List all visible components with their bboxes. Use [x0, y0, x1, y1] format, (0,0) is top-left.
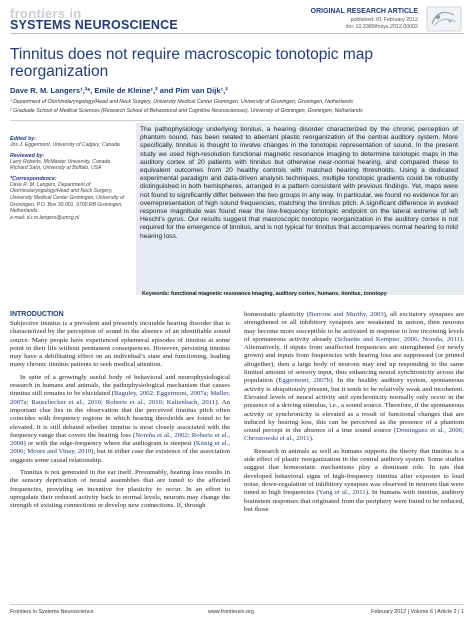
paragraph-5-text-a: Research in animals as well as humans supports the theory that tinnitus is a side effect of plastic reorganization in the central auditory system. Some studies suggest that homeostatic mechanisms play a dominant role. In rats that developed behavioral signs of high-frequency tinnitus after exposure to loud noise, down-regulation of inhibitory synapses was observed in neurons that were tuned to high frequencies (	[244, 447, 464, 497]
affiliation-1: ¹ Department of Otorhinolaryngology/Head and Neck Surgery, University Medical Center Groningen, University of Groningen, Groningen, Netherlands	[10, 99, 354, 105]
section-heading-introduction: INTRODUCTION	[10, 311, 64, 318]
citation-link[interactable]: König et al., 2006; Moore and Vinay, 2010	[10, 440, 230, 456]
citation-link[interactable]: Schaette and Kempter, 2006; Noreña, 2011	[337, 335, 461, 343]
edited-by-value: Jos J. Eggermont, University of Calgary, Canada	[10, 142, 120, 148]
paragraph-3: Tinnitus is not generated in the ear itself. Presumably, hearing loss results in the sensory deprivation of neural assemblies that are tuned to the affected frequencies, providing an incentive for plasticity to occur. In an effort to upregulate their reduced activity back to normal levels, neurons may change the strength of existing connections or develop new connections. If, through	[10, 469, 230, 510]
citation-link[interactable]: Noreña et al., 2002; Roberts et al., 2008	[10, 431, 230, 448]
doi[interactable]: doi: 10.3389/fnsys.2012.00002	[345, 24, 418, 30]
article-title: Tinnitus does not require macroscopic tonotopic map reorganization	[10, 46, 374, 80]
affiliation-2: ² Graduate School of Medical Sciences (Research School of Behavioural and Cognitive Neurosciences), University of Groningen, Groningen, Netherlands	[10, 108, 363, 114]
paragraph-4-text-a: homeostatic plasticity (	[244, 311, 309, 318]
footer-issue-info: February 2012 | Volume 6 | Article 2 | 1	[371, 609, 464, 615]
edited-by-label: Edited by:	[10, 136, 37, 142]
correspondence-label: *Correspondence:	[10, 175, 57, 182]
paragraph-5	[244, 448, 464, 514]
correspondence-email[interactable]: e-mail: d.r.m.langers@umcg.nl	[10, 214, 80, 221]
body-column-right	[244, 311, 464, 514]
journal-logo-top: frontiers in	[10, 6, 82, 21]
keywords: Keywords: functional magnetic resonance imaging, auditory cortex, humans, tinnitus, tonotopy	[142, 291, 387, 297]
citation-link[interactable]: Dominguez et al., 2006; Chrostowski et al., 2011	[244, 427, 464, 443]
published-date: published: 01 February 2012	[350, 17, 418, 23]
correspondence-address: Dave R. M. Langers, Department of Otorhinolaryngology/Head and Neck Surgery, University Medical Center Groningen, University of Groningen, P.O. Box 30.001, 9700 RB Groningen, Netherlands.	[10, 181, 125, 215]
affiliation-divider	[10, 120, 464, 121]
paragraph-4-text-b: ), all excitatory synapses are strengthened or all inhibitory synapses are weakened in unison, then neurons may become more susceptible to be activated in response to low incoming levels of spontaneous activity already (	[244, 311, 464, 343]
body-column-left	[10, 320, 230, 511]
paragraph-4	[244, 311, 464, 444]
footer-website-link[interactable]: www.frontiersin.org	[208, 609, 254, 615]
citation-link[interactable]: Eggermont, 2007b	[278, 377, 331, 385]
journal-emblem-icon	[426, 6, 462, 32]
author-list: Dave R. M. Langers¹,²*, Emile de Kleine¹,² and Pim van Dijk¹,²	[10, 86, 228, 95]
paragraph-2-text-d: ), but in either case the existence of the association suggests some causal relationship.	[10, 448, 230, 464]
paragraph-2-text-b: ). An important clue lies in the observation that the perceived tinnitus pitch often coincides with frequency regions in which hearing thresholds are found to be elevated. It is still debated whether tinnitus is most closely associated with the frequency range that covers the hearing loss (	[10, 398, 231, 439]
citation-link[interactable]: Baguley, 2002; Eggermont, 2007a; Møller, 2007a; Rauschecker et al., 2010; Roberts et al., 2010; Kaltenbach, 2011	[10, 390, 230, 406]
editorial-info	[10, 136, 130, 221]
abstract-text: The pathophysiology underlying tinnitus, a hearing disorder characterized by the chronic perception of phantom sound, has been related to aberrant plastic reorganization of the central auditory system. More specifically, tinnitus is thought to involve changes in the tonotopic representation of sound. In the present study we used high-resolution functional magnetic resonance imaging to determine tonotopic maps in the auditory cortex of 20 patients with tinnitus but otherwise near-normal hearing, and compared these to equivalent outcomes from 20 healthy controls with matched hearing thresholds. Using a dedicated experimental paradigm and data-driven analysis techniques, multiple tonotopic gradients could be robustly distinguished in both hemispheres, arranged in a pattern consistent with previous findings. Yet, maps were not found to significantly differ between the two groups in any way. In particular, we found no evidence for an overrepresentation of high sound frequencies, matching the tinnitus pitch. A significant difference in evoked response magnitude was found near the low-frequency tonotopic endpoint on the lateral extreme of left Heschl’s gyrus. Our results suggest that macroscopic tonotopic reorganization in the auditory cortex is not required for the emergence of tinnitus, and is not typical for tinnitus that accompanies normal hearing to mild hearing loss.	[140, 126, 458, 240]
paragraph-4-text-c: ). Alternatively, if inputs from unaffected frequencies are strengthened (or newly grown) and inputs from frequencies with hearing loss are suppressed (or pruned altogether), then a large body of neurons may end up responding to the same limited amount of sensory input, thus enhancing neural synchronicity across the population (	[244, 335, 464, 385]
reviewed-by-label: Reviewed by:	[10, 152, 45, 159]
header-divider	[10, 33, 464, 34]
citation-link[interactable]: Burrone and Murthy, 2003	[308, 311, 384, 318]
footer-divider	[10, 604, 464, 605]
article-type: ORIGINAL RESEARCH ARTICLE	[310, 8, 418, 15]
paragraph-2	[10, 374, 230, 465]
paragraph-2-text-a: In spite of a growingly useful body of behavioral and neurophysiological research in humans and animals, the pathophysiological mechanism that causes tinnitus still remains to be elucidated (	[10, 373, 230, 398]
paragraph-5-text-b: ). In humans with tinnitus, auditory brainstem responses that originated from the periphery were found to be reduced, but those	[244, 489, 465, 513]
footer-journal: Frontiers in Systems Neuroscience	[10, 609, 94, 615]
paragraph-1: Subjective tinnitus is a prevalent and presently incurable hearing disorder that is characterized by the perception of sound in the absence of an identifiable sound source. Many people have experienced ephemeral episodes of tinnitus at some point in their life without permanent consequences. However, persisting tinnitus may have a debilitating effect on an individual’s state and functioning, leading many chronic tinnitus patients to seek medical attention.	[10, 320, 230, 369]
citation-link[interactable]: Yang et al., 2011	[318, 489, 366, 497]
reviewer-1: Larry Roberts, McMaster University, Canada	[10, 158, 111, 165]
paragraph-4-text-e: ).	[309, 435, 314, 443]
reviewer-2: Richard Salvi, University at Buffalo, USA	[10, 165, 102, 172]
journal-logo-bottom: SYSTEMS NEUROSCIENCE	[10, 18, 178, 32]
paragraph-2-text-c: ) or with the edge-frequency where the audiogram is steepest (	[23, 440, 196, 448]
paragraph-4-text-d: ). In the healthy auditory system, spontaneous activity is ubiquitously present, but it tends to be relatively weak and incoherent. Elevated levels of neural activity and synchronicity normally only occur in the presence of a driving stimulus, i.e., a sound source. Therefore, if the spontaneous activity or synchronicity is elevated as a result of functional changes that are induced by hearing loss, this can be perceived as the presence of a phantom sound percept in the absence of a true sound source (	[244, 377, 465, 435]
